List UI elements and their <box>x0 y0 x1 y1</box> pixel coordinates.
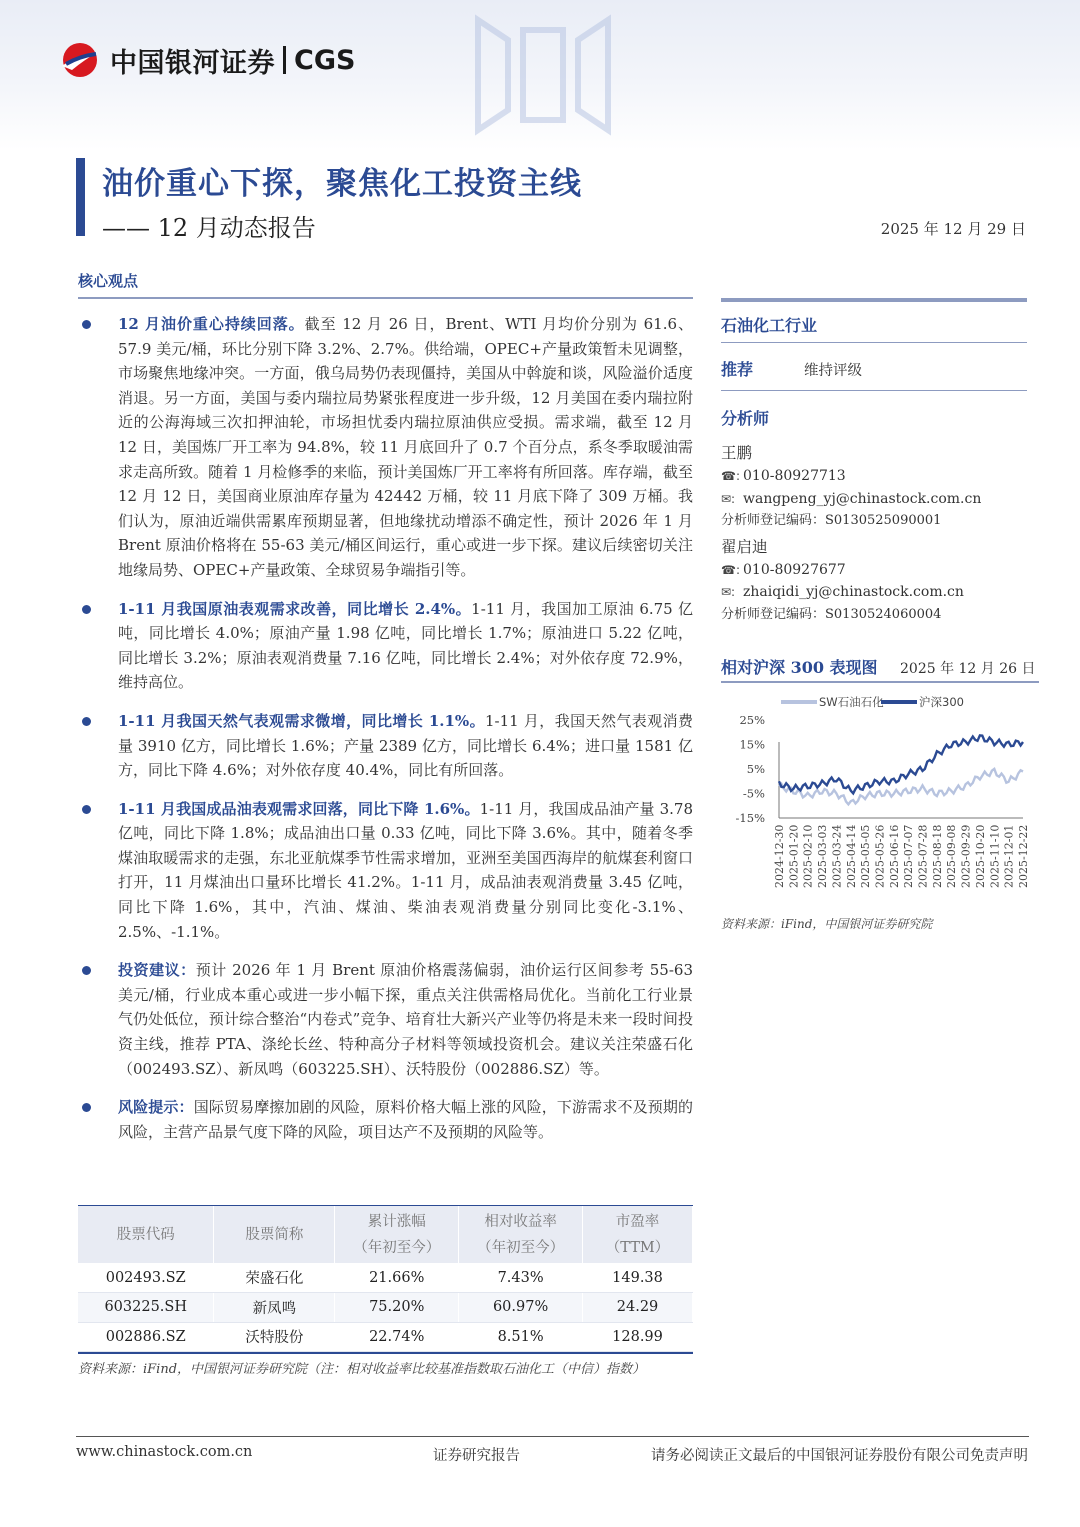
title-accent-bar <box>76 158 85 236</box>
section-divider <box>78 297 693 299</box>
x-tick-label: 2025-05-26 <box>873 824 887 888</box>
rating-value: 维持评级 <box>804 363 862 379</box>
cell-code: 002493.SZ <box>78 1263 214 1293</box>
col-header: 股票简称 <box>214 1206 335 1263</box>
point-refined-oil <box>78 797 693 945</box>
chart-date: 2025 年 12 月 26 日 <box>900 661 1036 677</box>
sidebar-top-rule <box>721 298 1027 302</box>
footer-label: 证券研究报告 <box>433 1448 520 1464</box>
series-line-hs300 <box>779 735 1023 793</box>
x-tick-label: 2025-12-01 <box>1002 824 1016 888</box>
mail-icon: ✉: <box>721 585 736 599</box>
x-tick-label: 2025-09-29 <box>959 824 973 888</box>
bullet-icon <box>82 966 91 975</box>
point-headline: 1-11 月我国原油表观需求改善，同比增长 2.4%。 <box>118 599 472 618</box>
report-title: 油价重心下探，聚焦化工投资主线 <box>102 166 582 202</box>
x-tick-label: 2025-01-20 <box>787 824 801 888</box>
analyst-email-row <box>721 581 1027 604</box>
analyst-email-row <box>721 488 1027 511</box>
cell-relative-return: 60.97% <box>459 1293 583 1323</box>
analyst-phone-row <box>721 465 1027 488</box>
x-tick-label: 2025-05-05 <box>859 824 873 888</box>
analyst-phone: 010-80927713 <box>743 468 846 484</box>
cgs-logo-icon <box>58 40 102 80</box>
stock-table <box>78 1206 693 1352</box>
table-row <box>78 1322 693 1352</box>
table-header-row <box>78 1206 693 1263</box>
cell-relative-return: 8.51% <box>459 1322 583 1352</box>
y-tick-label: 5% <box>746 762 765 776</box>
cell-ytd-gain: 22.74% <box>335 1322 459 1352</box>
point-headline: 投资建议： <box>118 961 196 980</box>
analyst-list <box>721 441 1027 626</box>
sidebar-divider <box>721 342 1027 343</box>
point-text: 预计 2026 年 1 月 Brent 原油价格震荡偏弱，油价运行区间参考 55-63 美元/桶，行业成本重心或进一步小幅下探，重点关注供需格局优化。当前化工行业景气仍处低位，预计综合整治“内卷式”竞争、培育壮大新兴产业等仍将是未来一段时间投资主线，推荐 PTA、涤纶长丝、特种高分子材料等领域投资机会。建议关注荣盛石化（002493.SZ）、新凤鸣（603225.SH）、沃特股份（002886.SZ）等。 <box>118 961 693 1078</box>
point-risk-warning <box>78 1095 693 1144</box>
bullet-icon <box>82 320 91 329</box>
brand-separator <box>283 46 286 74</box>
point-gas-demand <box>78 709 693 783</box>
footer-disclaimer: 请务必阅读正文最后的中国银河证券股份有限公司免责声明 <box>651 1448 1028 1464</box>
cell-name: 沃特股份 <box>214 1322 335 1352</box>
analyst-phone-row <box>721 559 1027 582</box>
cell-pe: 128.99 <box>583 1322 693 1352</box>
cgs-watermark-icon <box>468 10 618 140</box>
point-oil-price <box>78 312 693 583</box>
point-text: 1-11 月，我国天然气表观消费量 3910 亿方，同比增长 1.6%；产量 2389 亿方，同比增长 6.4%；进口量 1581 亿方，同比下降 4.6%；对外依存度 40.4%，同比有所回落。 <box>118 711 694 780</box>
chart-source-note: 资料来源：iFind，中国银河证券研究院 <box>721 917 933 931</box>
footer-rule <box>76 1436 1029 1437</box>
chart-title: 相对沪深 300 表现图 <box>721 658 878 677</box>
sidebar-divider <box>721 390 1027 391</box>
chart-top-rule <box>721 681 1039 683</box>
recommendation-label: 推荐 <box>721 360 754 379</box>
cell-code: 603225.SH <box>78 1293 214 1323</box>
analyst-card <box>721 535 1027 627</box>
mail-icon: ✉: <box>721 491 736 506</box>
phone-icon: ☎: <box>721 469 740 483</box>
table-row <box>78 1263 693 1293</box>
x-tick-label: 2024-12-30 <box>773 824 786 888</box>
brand-logo <box>58 40 355 80</box>
section-heading: 核心观点 <box>78 272 139 290</box>
point-investment-advice <box>78 958 693 1081</box>
legend-label: 沪深300 <box>919 695 964 709</box>
x-tick-label: 2025-04-14 <box>844 824 858 888</box>
point-text: 1-11 月，我国成品油产量 3.78 亿吨，同比下降 1.8%；成品油出口量 0.33 亿吨，同比下降 3.6%。其中，随着冬季煤油取暖需求的走强，东北亚航煤季节性需求增加，亚洲至美国西海岸的航煤套利窗口打开，11 月煤油出口量环比增长 41.2%。1-11 月，成品油表观消费量 3.45 亿吨，同比下降 1.6%，其中，汽油、煤油、柴油表观消费量分别同比变化-3.1%、2.5%、-1.1%。 <box>118 799 693 941</box>
col-header: 市盈率 （TTM） <box>583 1206 693 1263</box>
x-tick-label: 2025-11-10 <box>988 824 1002 888</box>
analyst-heading: 分析师 <box>721 409 770 428</box>
report-subtitle: —— 12 月动态报告 <box>102 214 316 242</box>
point-text: 1-11 月，我国加工原油 6.75 亿吨，同比增长 4.0%；原油产量 1.98 亿吨，同比增长 1.7%；原油进口 5.22 亿吨，同比增长 3.2%；原油表观消费量 7.16 亿吨，同比增长 2.4%；对外依存度 72.9%，维持高位。 <box>118 599 693 692</box>
x-tick-label: 2025-02-10 <box>801 824 815 888</box>
y-tick-label: 25% <box>739 713 765 727</box>
bullet-icon <box>82 717 91 726</box>
point-headline: 1-11 月我国天然气表观需求微增，同比增长 1.1%。 <box>118 711 485 730</box>
point-text: 截至 12 月 26 日，Brent、WTI 月均价分别为 61.6、57.9 美元/桶，环比分别下降 3.2%、2.7%。供给端，OPEC+产量政策暂未见调整，市场聚焦地缘冲突。一方面，俄乌局势仍表现僵持，美国从中斡旋和谈，风险溢价适度消退。另一方面，美国与委内瑞拉局势紧张程度进一步升级，12 月美国在委内瑞拉附近的公海海域三次扣押油轮，市场担忧委内瑞拉原油供应受损。需求端，截至 12 月 12 日，美国炼厂开工率为 94.8%，较 11 月底回升了 0.7 个百分点，系冬季取暖油需求走高所致。随着 1 月检修季的来临，预计美国炼厂开工率将有所回落。库存端，截至 12 月 12 日，美国商业原油库存量为 42442 万桶，较 11 月底下降了 309 万桶。我们认为，原油近端供需累库预期显著，但地缘扰动增添不确定性，预计 2026 年 1 月 Brent 原油价格将在 55-63 美元/桶区间运行，重心或进一步下探。建议后续密切关注地缘局势、OPEC+产量政策、全球贸易争端指引等。 <box>118 315 693 579</box>
brand-name: 中国银河证券 <box>110 47 275 79</box>
point-headline: 风险提示： <box>118 1098 194 1117</box>
table-bottom-rule <box>78 1352 693 1354</box>
cell-name: 新凤鸣 <box>214 1293 335 1323</box>
bullet-icon <box>82 805 91 814</box>
y-tick-label: -15% <box>735 811 765 825</box>
table-source-note: 资料来源：iFind，中国银河证券研究院（注：相对收益率比较基准指数取石油化工（中信）指数） <box>78 1362 646 1377</box>
table-row <box>78 1293 693 1323</box>
x-tick-label: 2025-03-24 <box>830 824 844 888</box>
bullet-icon <box>82 605 91 614</box>
x-tick-label: 2025-10-20 <box>973 824 987 888</box>
cell-pe: 24.29 <box>583 1293 693 1323</box>
analyst-phone: 010-80927677 <box>743 561 846 578</box>
analyst-email[interactable]: wangpeng_yj@chinastock.com.cn <box>743 490 982 507</box>
analyst-code: 分析师登记编码：S0130524060004 <box>721 606 942 622</box>
col-header: 累计涨幅 （年初至今） <box>335 1206 459 1263</box>
y-tick-label: 15% <box>739 737 765 752</box>
cell-name: 荣盛石化 <box>214 1263 335 1293</box>
key-points <box>78 312 693 1158</box>
x-tick-label: 2025-08-18 <box>930 824 944 888</box>
legend-label: SW石油石化 <box>819 695 884 709</box>
x-tick-label: 2025-09-08 <box>945 824 959 888</box>
cell-relative-return: 7.43% <box>459 1263 583 1293</box>
brand-abbr: CGS <box>294 44 356 76</box>
analyst-code: 分析师登记编码：S0130525090001 <box>721 513 942 528</box>
x-tick-label: 2025-07-28 <box>916 824 930 888</box>
cell-ytd-gain: 75.20% <box>335 1293 459 1323</box>
analyst-name: 翟启迪 <box>721 537 768 556</box>
point-crude-demand <box>78 597 693 695</box>
col-header: 股票代码 <box>78 1206 214 1263</box>
analyst-name: 王鹏 <box>721 444 753 462</box>
bullet-icon <box>82 1103 91 1112</box>
cell-pe: 149.38 <box>583 1263 693 1293</box>
x-tick-label: 2025-12-22 <box>1017 824 1030 888</box>
col-header: 相对收益率 （年初至今） <box>459 1206 583 1263</box>
footer-website[interactable]: www.chinastock.com.cn <box>76 1444 253 1460</box>
performance-chart <box>721 688 1039 898</box>
cell-code: 002886.SZ <box>78 1322 214 1352</box>
analyst-card <box>721 441 1027 533</box>
point-headline: 1-11 月我国成品油表观需求回落，同比下降 1.6%。 <box>118 799 480 818</box>
x-tick-label: 2025-03-03 <box>816 824 830 888</box>
x-tick-label: 2025-07-07 <box>902 824 916 888</box>
point-headline: 12 月油价重心持续回落。 <box>118 315 305 333</box>
report-date: 2025 年 12 月 29 日 <box>880 220 1026 238</box>
point-text: 国际贸易摩擦加剧的风险，原料价格大幅上涨的风险，下游需求不及预期的风险，主营产品景气度下降的风险，项目达产不及预期的风险等。 <box>118 1098 693 1141</box>
industry-label: 石油化工行业 <box>721 316 818 335</box>
x-tick-label: 2025-06-16 <box>887 824 901 888</box>
y-tick-label: -5% <box>742 786 765 801</box>
analyst-email[interactable]: zhaiqidi_yj@chinastock.com.cn <box>743 584 964 600</box>
cell-ytd-gain: 21.66% <box>335 1263 459 1293</box>
phone-icon: ☎: <box>721 562 740 577</box>
